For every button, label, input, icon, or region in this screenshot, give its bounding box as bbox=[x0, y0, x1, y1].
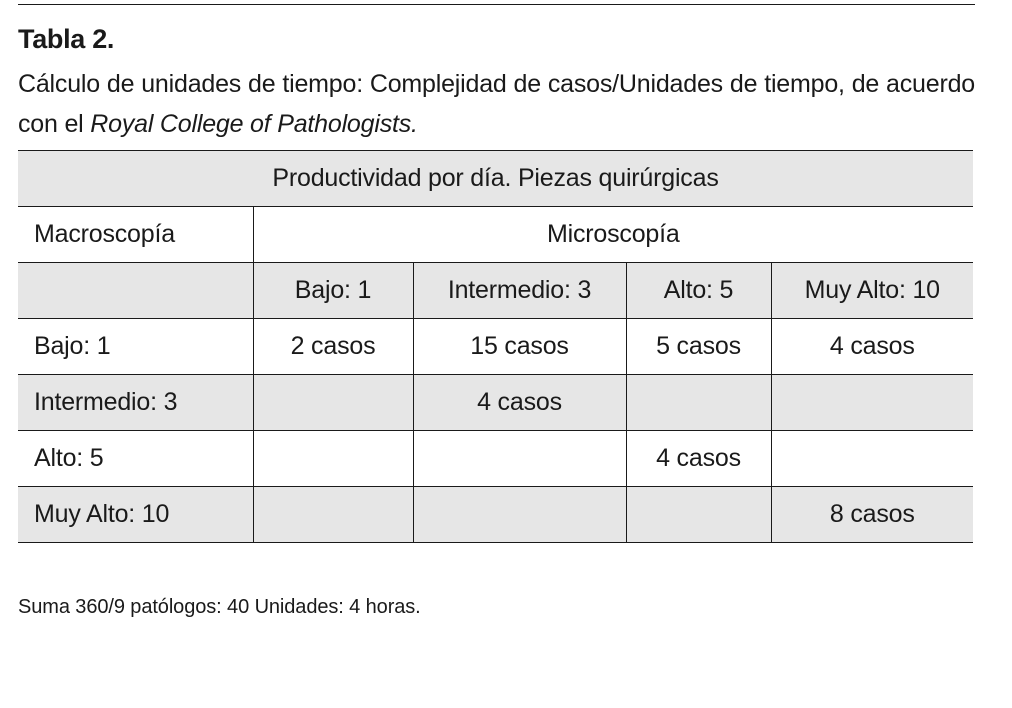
table-header: Productividad por día. Piezas quirúrgicas bbox=[18, 151, 973, 207]
table-header-row bbox=[18, 151, 973, 207]
column-header: Bajo: 1 bbox=[253, 263, 413, 319]
table-footnote: Suma 360/9 patólogos: 40 Unidades: 4 horas. bbox=[18, 596, 421, 618]
table-caption bbox=[18, 64, 975, 144]
table-cell: 8 casos bbox=[771, 487, 973, 543]
data-table bbox=[18, 150, 973, 543]
table-cell bbox=[626, 375, 771, 431]
column-header: Muy Alto: 10 bbox=[771, 263, 973, 319]
table-row bbox=[18, 431, 973, 487]
table-cell: 4 casos bbox=[626, 431, 771, 487]
corner-cell bbox=[18, 263, 253, 319]
column-header-row bbox=[18, 263, 973, 319]
column-group-label: Microscopía bbox=[253, 207, 973, 263]
column-header: Alto: 5 bbox=[626, 263, 771, 319]
table-cell: 4 casos bbox=[771, 319, 973, 375]
table-cell: 4 casos bbox=[413, 375, 626, 431]
table-cell: 5 casos bbox=[626, 319, 771, 375]
table-cell bbox=[413, 431, 626, 487]
column-header: Intermedio: 3 bbox=[413, 263, 626, 319]
table-cell bbox=[413, 487, 626, 543]
caption-text: Cálculo de unidades de tiempo: Complejidad de casos/Unidades de tiempo, de acuerdo con el bbox=[18, 70, 975, 138]
row-label: Intermedio: 3 bbox=[18, 375, 253, 431]
table-row bbox=[18, 319, 973, 375]
table-cell bbox=[626, 487, 771, 543]
table-cell: 2 casos bbox=[253, 319, 413, 375]
table-cell bbox=[253, 375, 413, 431]
row-label: Muy Alto: 10 bbox=[18, 487, 253, 543]
table-cell bbox=[771, 431, 973, 487]
table-title: Tabla 2. bbox=[18, 24, 115, 54]
top-rule bbox=[18, 4, 975, 5]
table-cell: 15 casos bbox=[413, 319, 626, 375]
table-row bbox=[18, 375, 973, 431]
table-cell bbox=[771, 375, 973, 431]
row-label: Alto: 5 bbox=[18, 431, 253, 487]
group-label-row bbox=[18, 207, 973, 263]
row-group-label: Macroscopía bbox=[18, 207, 253, 263]
table-row bbox=[18, 487, 973, 543]
caption-italic: Royal College of Pathologists. bbox=[90, 110, 418, 138]
table-cell bbox=[253, 431, 413, 487]
row-label: Bajo: 1 bbox=[18, 319, 253, 375]
table-cell bbox=[253, 487, 413, 543]
